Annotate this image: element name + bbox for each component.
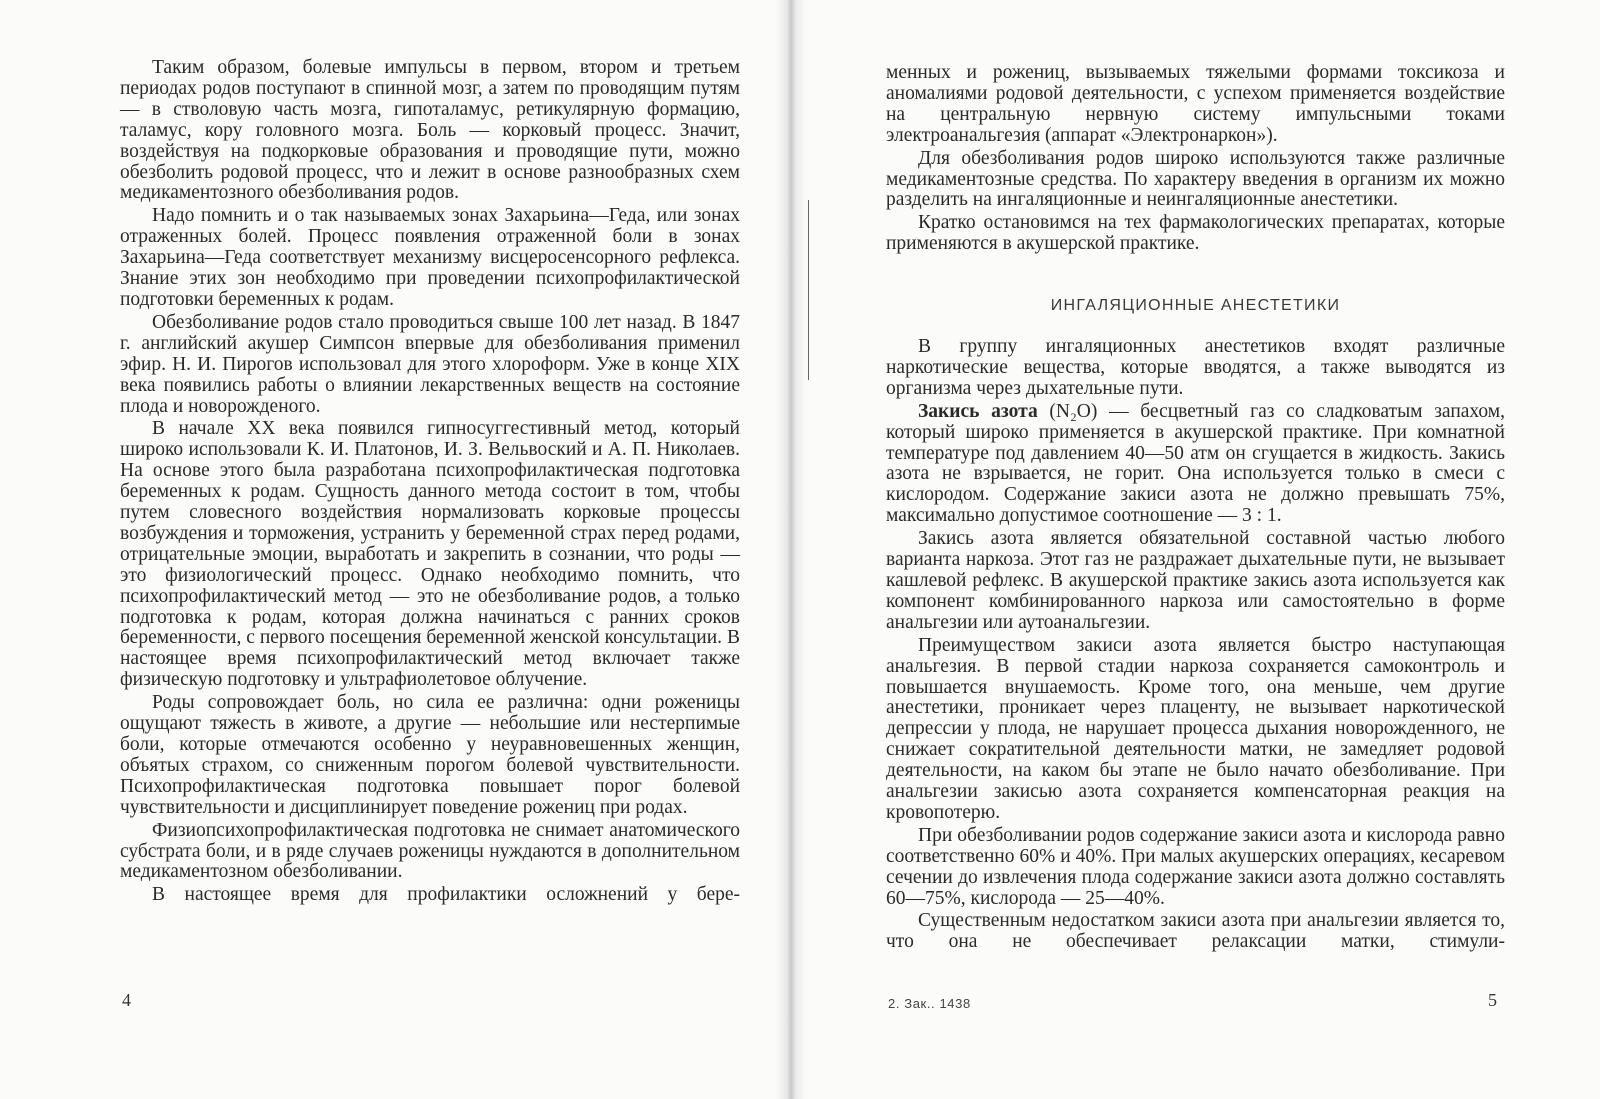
paragraph: Для обезболивания родов широко используются также различные медикаментозные средства. По характеру введения в организм их можно разделить на ингаляционные и неингаляционные анестетики. (886, 147, 1505, 211)
nitrous-oxide-paragraph (886, 402, 1505, 527)
paragraph: При обезболивании родов содержание закиси азота и кислорода равно соответственно 60% и 40%. При малых акушерских операциях, кесаревом сечении до извлечения плода содержание закиси азота должно составлять 60—75%, кислорода — 25—40%. (886, 824, 1505, 909)
section-heading: ИНГАЛЯЦИОННЫЕ АНЕСТЕТИКИ (1050, 297, 1341, 314)
formula: (N₂O) (1049, 400, 1098, 422)
paragraph-text: — бесцветный газ со сладковатым запахом, который широко применяется в акушерской практике. При комнатной температуре под давлением 40—50 атм он сгущается в жидкость. Закись азота не взрывается, не горит. Она используется только в смеси с кислородом. Содержание закиси азота не должно превышать 75%, максимально допустимое соотношение — 3 : 1. (886, 400, 1506, 527)
paragraph: Роды сопровождает боль, но сила ее различна: одни роженицы ощущают тяжесть в животе, а другие — небольшие или нестерпимые боли, которые отмечаются особенно у неуравновешенных женщин, объятых страхом, со сниженным порогом болевой чувствительности. Психопрофилактическая подготовка повышает порог болевой чувствительности и дисциплинирует поведение рожениц при родах. (120, 692, 740, 818)
paragraph: Закись азота является обязательной составной частью любого варианта наркоза. Этот газ не раздражает дыхательные пути, не вызывает кашлевой рефлекс. В акушерской практике закись азота используется как компонент комбинированного наркоза или самостоятельно в форме анальгезии или аутоанальгезии. (886, 528, 1505, 633)
paragraph: В группу ингаляционных анестетиков входят различные наркотические вещества, которые вводятся, а также выводятся из организма через дыхательные пути. (886, 336, 1505, 399)
right-page-bottom-text (886, 337, 1505, 953)
paragraph: Таким образом, болевые импульсы в первом, втором и третьем периодах родов поступают в спинной мозг, а затем по проводящим путям — в стволовую часть мозга, гипоталамус, ретикулярную формацию, таламус, кору головного мозга. Боль — корковый процесс. Значит, воздействуя на подкорковые образования и проводящие пути, можно обезболить родовой процесс, что и лежит в основе разнообразных схем медикаментозного обезболивания родов. (120, 57, 740, 204)
page-number: 4 (122, 990, 131, 1010)
left-page (0, 0, 780, 1099)
paragraph: В настоящее время для профилактики осложнений у бере- (152, 884, 740, 906)
paragraph: Существенным недостатком закиси азота при анальгезии является то, что она не обеспечивает релаксации матки, стимули- (886, 910, 1505, 953)
left-page-text (120, 58, 740, 906)
paragraph: Надо помнить и о так называемых зонах Захарьина—Геда, или зонах отраженных болей. Процесс появления отраженной боли в зонах Захарьина—Геда соответствует механизму висцеросенсорного рефлекса. Знание этих зон необходимо при проведении психопрофилактической подготовки беременных к родам. (120, 205, 740, 310)
right-page-top-text (886, 63, 1505, 257)
right-page (800, 0, 1600, 1099)
term-nitrous-oxide: Закись азота (918, 400, 1038, 422)
paragraph: Кратко остановимся на тех фармакологических препаратах, которые применяются в акушерской практике. (886, 212, 1505, 255)
paragraph: менных и рожениц, вызываемых тяжелыми формами токсикоза и аномалиями родовой деятельности, с успехом применяется воздействие на центральную нервную систему импульсными токами электроанальгезия (аппарат «Электронаркон»). (886, 62, 1505, 146)
page-number: 5 (1488, 990, 1497, 1010)
paragraph: Физиопсихопрофилактическая подготовка не снимает анатомического субстрата боли, и в ряде случаев роженицы нуждаются в дополнительном медикаментозном обезболивании. (120, 819, 740, 883)
paragraph: В начале XX века появился гипносуггестивный метод, который широко использовали К. И. Платонов, И. З. Вельвоский и А. П. Николаев. На основе этого была разработана психопрофилактическая подготовка беременных к родам. Сущность данного метода состоит в том, чтобы путем словесного воздействия нормализовать корковые процессы возбуждения и торможения, устранить у беременной страх перед родами, отрицательные эмоции, выработать и закрепить в сознании, что роды — это физиологический процесс. Однако необходимо помнить, что психопрофилактический метод — это не обезболивание родов, а только подготовка к родам, которая должна начинаться с ранних сроков беременности, с первого посещения беременной женской консультации. В настоящее время психопрофилактический метод включает также физическую подготовку и ультрафиолетовое облучение. (120, 418, 740, 691)
printer-signature: 2. Зак.. 1438 (888, 996, 971, 1011)
paragraph: Преимуществом закиси азота является быстро наступающая анальгезия. В первой стадии наркоза сохраняется самоконтроль и повышается внушаемость. Кроме того, она меньше, чем другие анестетики, проникает через плаценту, не вызывает наркотической депрессии у плода, не нарушает процесса дыхания новорожденного, не снижает сократительной деятельности матки, не замедляет родовой деятельности, на каком бы этапе не было начато обезболивание. При анальгезии закисью азота сохраняется компенсаторная реакция на кровопотерю. (886, 634, 1505, 823)
paragraph: Обезболивание родов стало проводиться свыше 100 лет назад. В 1847 г. английский акушер Симпсон впервые для обезболивания применил эфир. Н. И. Пирогов использовал для этого хлороформ. Уже в конце XIX века появились работы о влиянии лекарственных веществ на состояние плода и новорожденого. (120, 311, 740, 417)
